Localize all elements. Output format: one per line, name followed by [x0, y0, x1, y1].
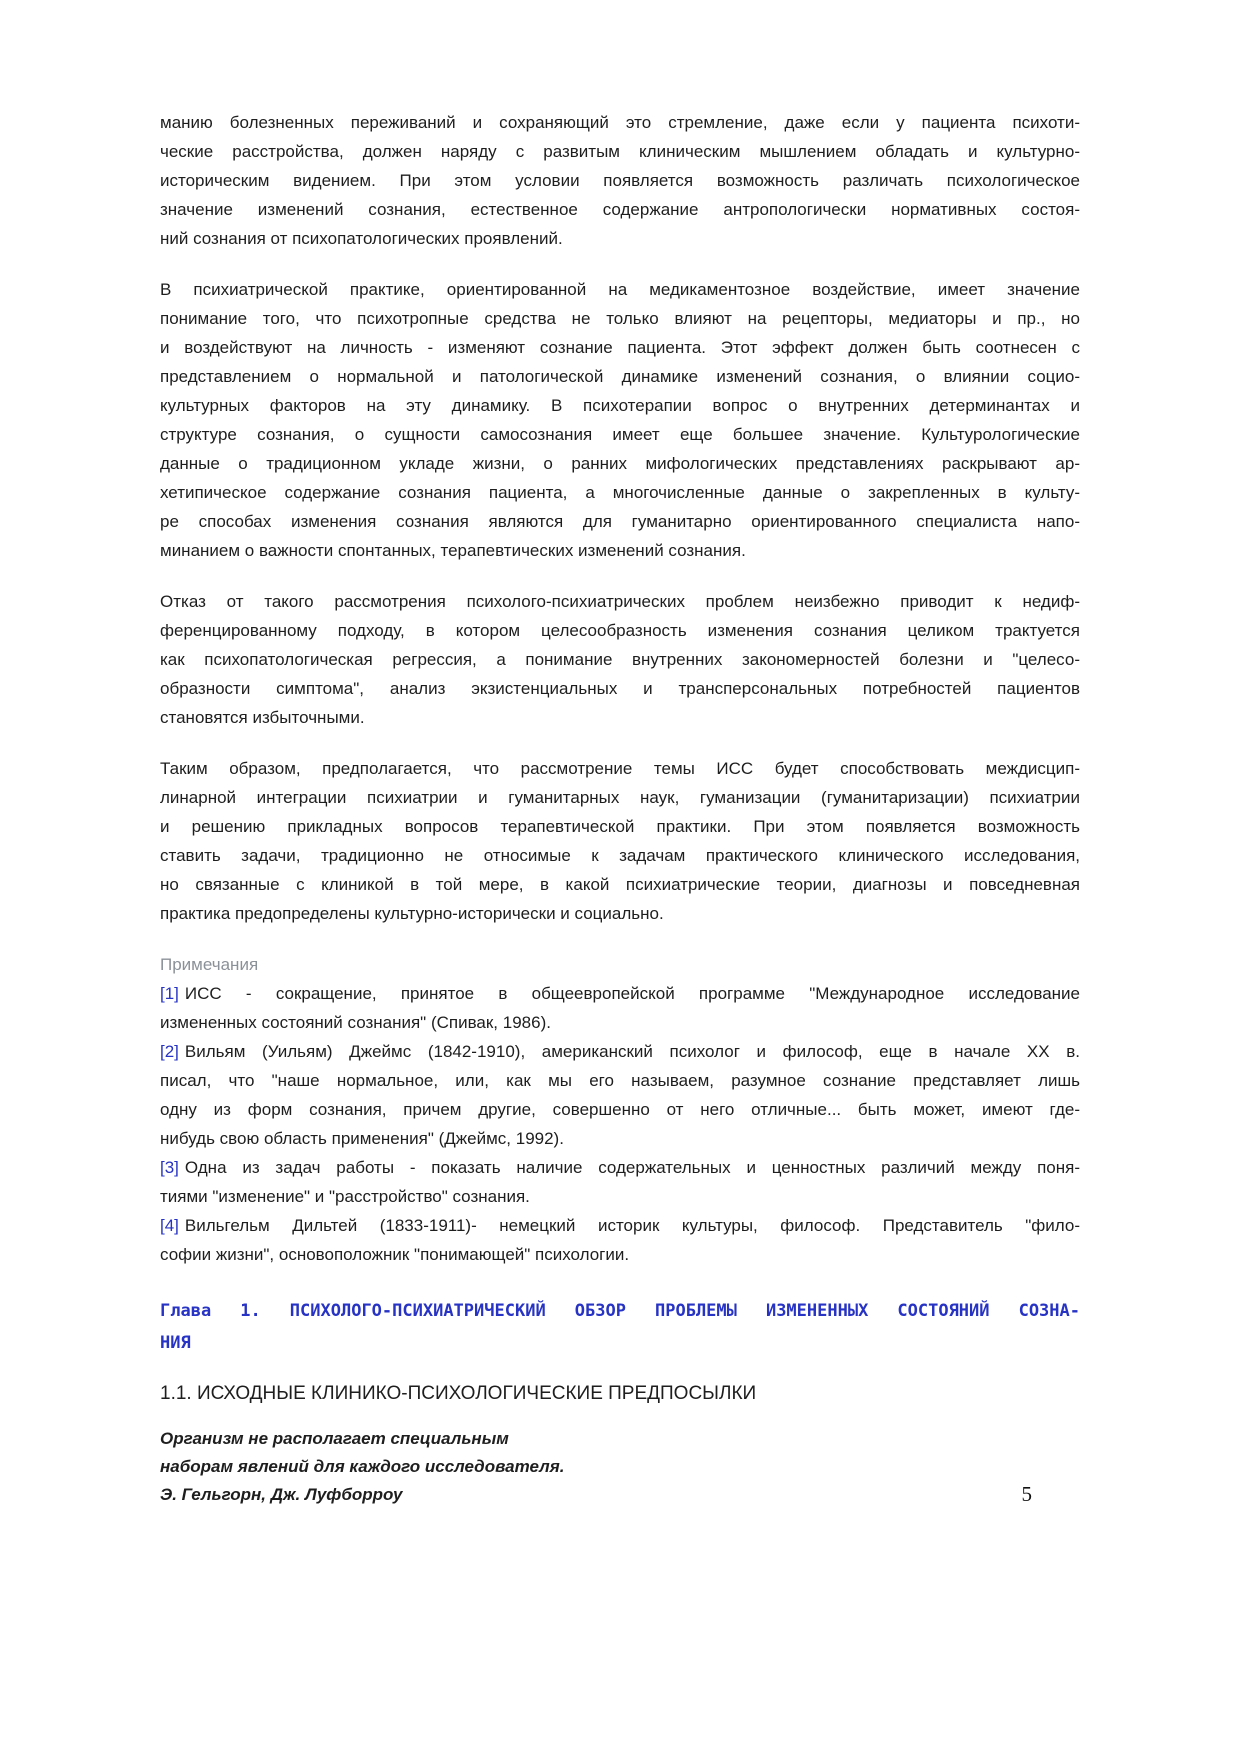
- text-line: [160, 1211, 1080, 1240]
- footnote-marker: [2]: [160, 1042, 179, 1061]
- text-line: [160, 1153, 1080, 1182]
- text-line: историческим видением. При этом условии появляется возможность различать психологическое: [160, 171, 1080, 190]
- paragraph: [160, 754, 1080, 928]
- chapter-heading-line: Глава 1. ПСИХОЛОГО-ПСИХИАТРИЧЕСКИЙ ОБЗОР ПРОБЛЕМЫ ИЗМЕНЕННЫХ СОСТОЯНИЙ СОЗНА-: [160, 1301, 1080, 1321]
- text-line: Таким образом, предполагается, что рассмотрение темы ИСС будет способствовать междисцип-: [160, 759, 1080, 778]
- text-line: представлением о нормальной и патологической динамике изменений сознания, о влиянии социо-: [160, 367, 1080, 386]
- text-line: ний сознания от психопатологических проявлений.: [160, 229, 563, 248]
- text-line: и воздействуют на личность - изменяют сознание пациента. Этот эффект должен быть соотнесен с: [160, 338, 1080, 357]
- footnote-text: Вильгельм Дильтей (1833-1911)- немецкий историк культуры, философ. Представитель "фило-: [184, 1216, 1080, 1235]
- footnotes-section: [160, 950, 1080, 1269]
- text-line: писал, что "наше нормальное, или, как мы его называем, разумное сознание представляет лишь: [160, 1071, 1080, 1090]
- text-line: ставить задачи, традиционно не относимые к задачам практического клинического исследования,: [160, 846, 1080, 865]
- paragraph: [160, 275, 1080, 565]
- text-line: и решению прикладных вопросов терапевтической практики. При этом появляется возможность: [160, 817, 1080, 836]
- footnote: [160, 1211, 1080, 1269]
- text-line: манию болезненных переживаний и сохраняющий это стремление, даже если у пациента психоти-: [160, 113, 1080, 132]
- text-line: тиями "изменение" и "расстройство" сознания.: [160, 1187, 530, 1206]
- text-line: культурных факторов на эту динамику. В психотерапии вопрос о внутренних детерминантах и: [160, 396, 1080, 415]
- text-line: как психопатологическая регрессия, а понимание внутренних закономерностей болезни и "целесо-: [160, 650, 1080, 669]
- footnote-text: ИСС - сокращение, принятое в общеевропейской программе "Международное исследование: [184, 984, 1080, 1003]
- footnote-marker: [1]: [160, 984, 179, 1003]
- text-line: В психиатрической практике, ориентированной на медикаментозное воздействие, имеет значение: [160, 280, 1080, 299]
- text-line: становятся избыточными.: [160, 708, 365, 727]
- chapter-heading: [160, 1295, 1080, 1359]
- text-line: но связанные с клиникой в той мере, в какой психиатрические теории, диагнозы и повседневная: [160, 875, 1080, 894]
- footnote-marker: [3]: [160, 1158, 179, 1177]
- text-line: [160, 979, 1080, 1008]
- section-heading: 1.1. ИСХОДНЫЕ КЛИНИКО-ПСИХОЛОГИЧЕСКИЕ ПРЕДПОСЫЛКИ: [160, 1383, 757, 1404]
- text-line: хетипическое содержание сознания пациента, а многочисленные данные о закрепленных в культу-: [160, 483, 1080, 502]
- epigraph-line: наборам явлений для каждого исследователя.: [160, 1457, 565, 1476]
- footnote: [160, 1153, 1080, 1211]
- text-line: образности симптома", анализ экзистенциальных и трансперсональных потребностей пациентов: [160, 679, 1080, 698]
- notes-heading: Примечания: [160, 955, 259, 974]
- text-line: данные о традиционном укладе жизни, о ранних мифологических представлениях раскрывают ар-: [160, 454, 1080, 473]
- footnote: [160, 979, 1080, 1037]
- text-line: ческие расстройства, должен наряду с развитым клиническим мышлением обладать и культурно-: [160, 142, 1080, 161]
- text-line: [160, 1037, 1080, 1066]
- text-line: ре способах изменения сознания являются для гуманитарно ориентированного специалиста напо-: [160, 512, 1080, 531]
- footnote: [160, 1037, 1080, 1153]
- paragraph: [160, 108, 1080, 253]
- epigraph-line: Организм не располагает специальным: [160, 1429, 509, 1448]
- page-number: 5: [1021, 1482, 1032, 1506]
- text-line: ференцированному подходу, в котором целесообразность изменения сознания целиком трактуется: [160, 621, 1080, 640]
- epigraph: [160, 1425, 1080, 1509]
- text-line: структуре сознания, о сущности самосознания имеет еще большее значение. Культурологические: [160, 425, 1080, 444]
- footnote-text: Одна из задач работы - показать наличие содержательных и ценностных различий между поня-: [184, 1158, 1080, 1177]
- chapter-heading-line: НИЯ: [160, 1333, 191, 1353]
- text-line: линарной интеграции психиатрии и гуманитарных наук, гуманизации (гуманитаризации) психиатрии: [160, 788, 1080, 807]
- text-line: понимание того, что психотропные средства не только влияют на рецепторы, медиаторы и пр., но: [160, 309, 1080, 328]
- text-line: минанием о важности спонтанных, терапевтических изменений сознания.: [160, 541, 746, 560]
- text-line: Отказ от такого рассмотрения психолого-психиатрических проблем неизбежно приводит к недиф-: [160, 592, 1080, 611]
- text-line: софии жизни", основоположник "понимающей" психологии.: [160, 1245, 630, 1264]
- text-line: одну из форм сознания, причем другие, совершенно от него отличные... быть может, имеют где-: [160, 1100, 1080, 1119]
- epigraph-attribution: Э. Гельгорн, Дж. Луфборроу: [160, 1485, 403, 1504]
- footnote-text: Вильям (Уильям) Джеймс (1842-1910), американский психолог и философ, еще в начале XX в.: [184, 1042, 1080, 1061]
- paragraph: [160, 587, 1080, 732]
- text-line: значение изменений сознания, естественное содержание антропологически нормативных состоя-: [160, 200, 1080, 219]
- text-line: измененных состояний сознания" (Спивак, 1986).: [160, 1013, 551, 1032]
- footnote-marker: [4]: [160, 1216, 179, 1235]
- text-line: практика предопределены культурно-исторически и социально.: [160, 904, 664, 923]
- text-line: нибудь свою область применения" (Джеймс, 1992).: [160, 1129, 564, 1148]
